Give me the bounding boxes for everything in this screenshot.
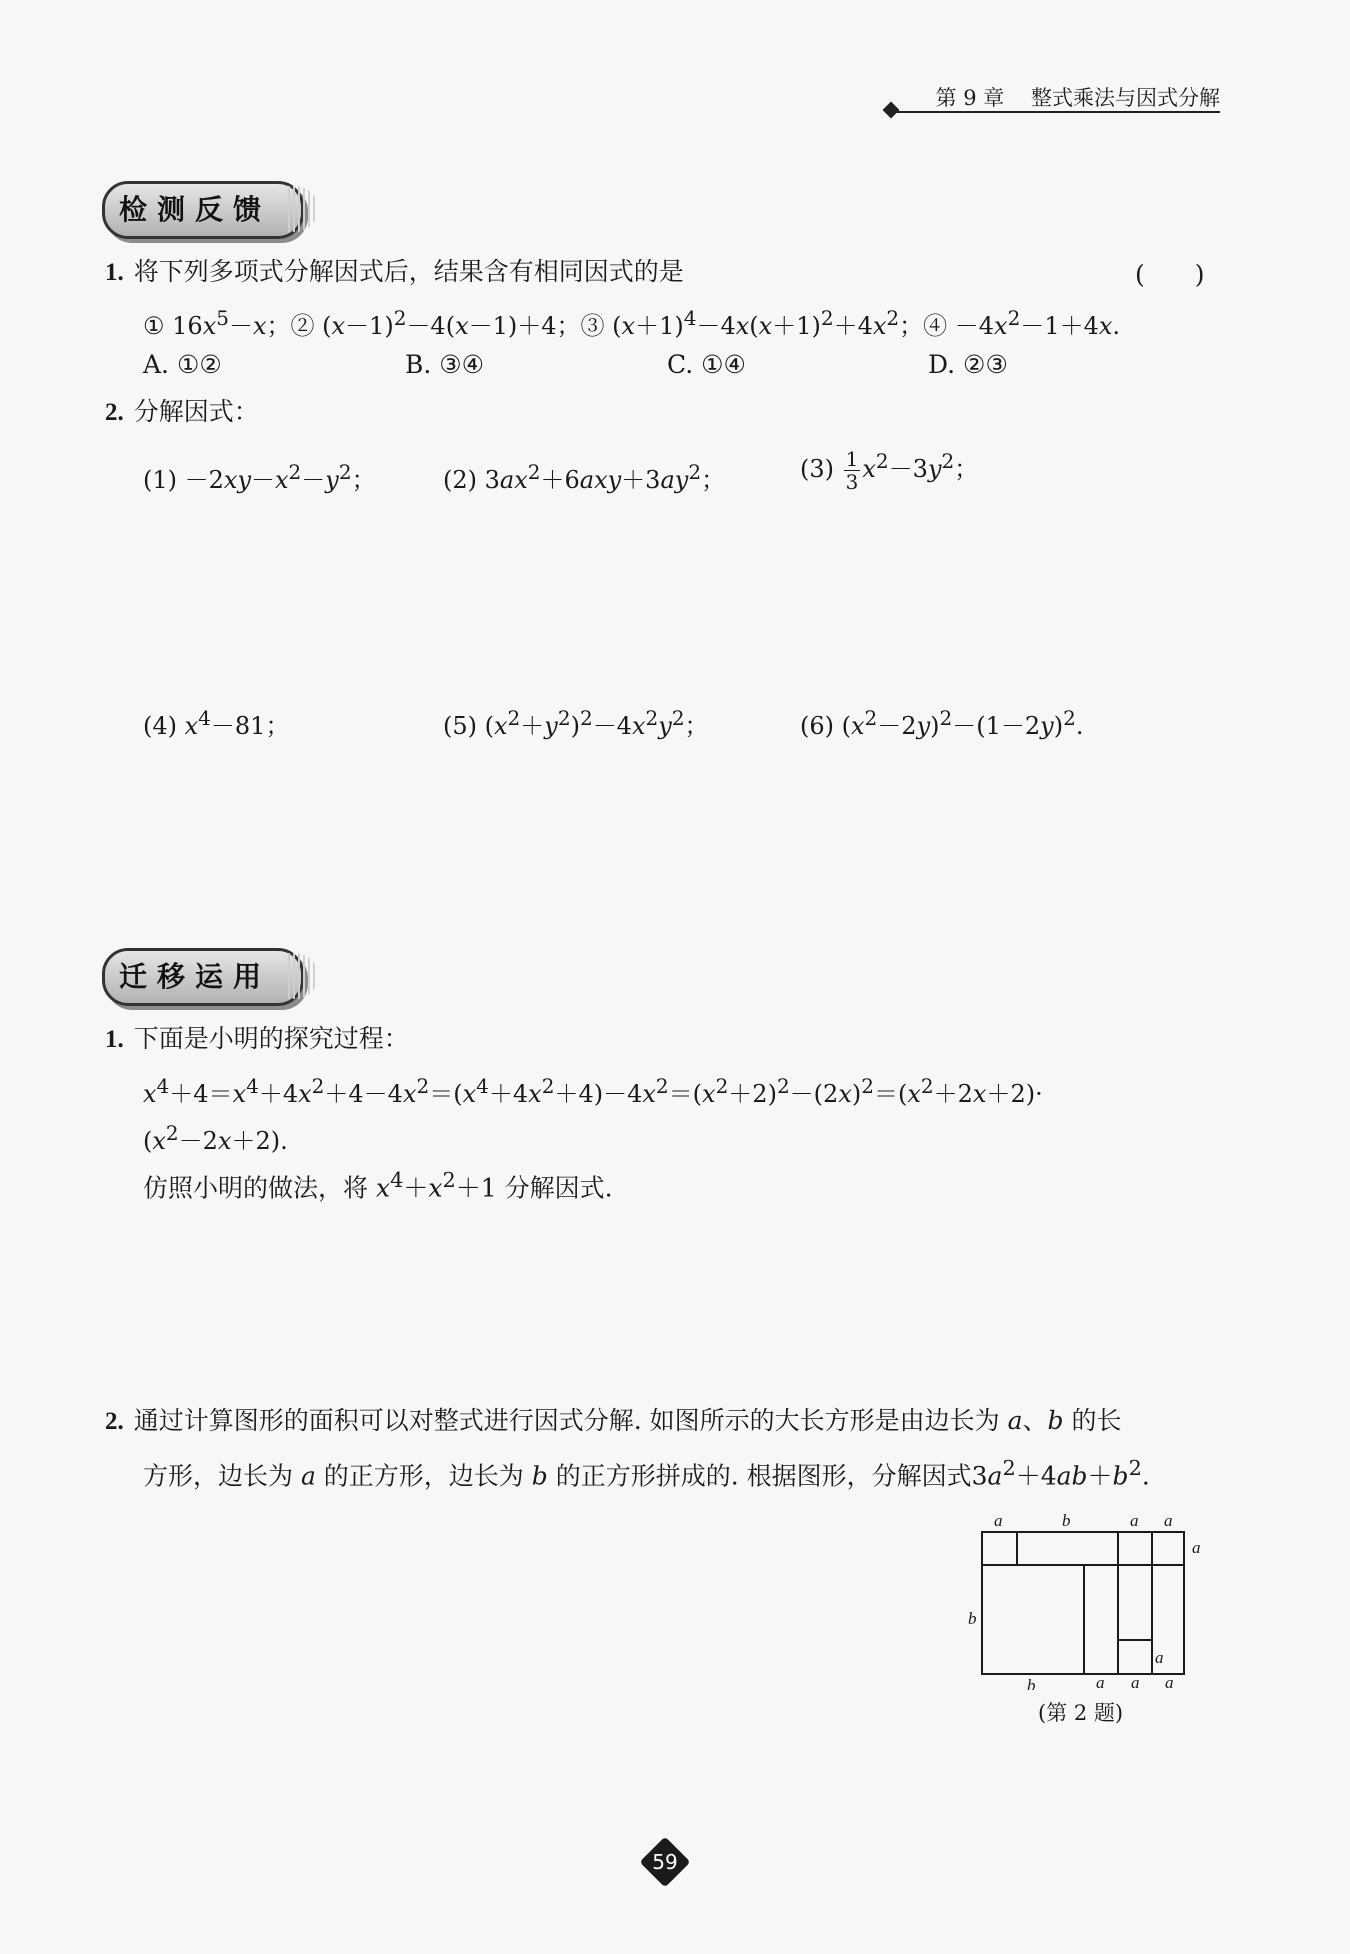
part-1: $(1) -2xy-x^2-y^2$； xyxy=(143,460,376,494)
label-bottom-b: b xyxy=(1027,1676,1036,1690)
exploration-line-1: $x^4+4=x^4+4x^2+4-4x^2=(x^4+4x^2+4)-4x^2=(x^2+2)^2-(2x)^2=(x^2+2x+2)\cdot$ xyxy=(143,1074,1043,1108)
option-b: B. ③④ xyxy=(405,350,485,379)
label-top-a3: a xyxy=(1164,1511,1173,1530)
header-rule xyxy=(892,111,1220,113)
option-a: A. ①② xyxy=(143,350,222,379)
chapter-label: 第 9 章 xyxy=(935,86,1005,110)
part-2: (2) $3ax^2+6axy+3ay^2$； xyxy=(443,460,726,494)
chapter-title: 整式乘法与因式分解 xyxy=(1031,86,1220,110)
label-bottom-a1: a xyxy=(1096,1673,1105,1690)
section-tag-application: 迁移运用 xyxy=(102,948,304,1006)
option-c: C. ①④ xyxy=(667,350,746,379)
part-6: (6) $(x^2-2y)^2-(1-2y)^2$. xyxy=(800,706,1084,740)
label-bottom-a3: a xyxy=(1165,1673,1174,1690)
label-right-a: a xyxy=(1192,1538,1201,1557)
tag-decoration xyxy=(288,953,318,999)
label-bottom-a2: a xyxy=(1131,1673,1140,1690)
header-diamond-icon xyxy=(883,102,900,119)
part-5: (5) $(x^2+y^2)^2-4x^2y^2$； xyxy=(443,706,709,740)
option-d: D. ②③ xyxy=(928,350,1008,379)
page-number: 59 xyxy=(652,1850,678,1874)
running-header xyxy=(900,82,1220,114)
question-2-1-stem: 1. 下面是小明的探究过程： xyxy=(105,1024,409,1053)
part-3: (3) $\frac{1}{3}$ $x^2-3y^2$； xyxy=(800,447,979,494)
label-inner-a: a xyxy=(1155,1648,1164,1667)
area-model-figure xyxy=(960,1508,1210,1690)
question-2-2-line-1: 2. 通过计算图形的面积可以对整式进行因式分解. 如图所示的大长方形是由边长为 a、b 的长 xyxy=(105,1406,1122,1435)
exploration-line-2: $(x^2-2x+2)$. xyxy=(143,1121,288,1155)
part-4: (4) $x^4-81$； xyxy=(143,706,290,740)
question-2-2-line-2: 方形，边长为 a 的正方形，边长为 b 的正方形拼成的. 根据图形，分解因式$3a^2+4ab+b^2$. xyxy=(143,1456,1150,1491)
label-top-b: b xyxy=(1062,1511,1071,1530)
section-tag-feedback: 检测反馈 xyxy=(102,181,304,239)
figure-caption: (第 2 题) xyxy=(1038,1701,1124,1725)
label-top-a1: a xyxy=(994,1511,1003,1530)
page-number-badge xyxy=(641,1838,689,1886)
tag-decoration xyxy=(288,186,318,232)
fraction-one-third: $\frac{1}{3}$ xyxy=(845,447,859,494)
label-left-b: b xyxy=(968,1609,977,1628)
answer-paren: ( ) xyxy=(1135,260,1205,289)
exploration-task: 仿照小明的做法，将 $x^4+x^2+1$ 分解因式. xyxy=(143,1168,613,1203)
question-1-items: ① $16x^5-x$；② $(x-1)^2-4(x-1)+4$；③ $(x+1)^4-4x(x+1)^2+4x^2$；④ $-4x^2-1+4x$. xyxy=(143,306,1121,340)
question-2-stem: 2. 分解因式： xyxy=(105,397,259,426)
label-top-a2: a xyxy=(1130,1511,1139,1530)
question-1-stem: 1. 将下列多项式分解因式后，结果含有相同因式的是 xyxy=(105,257,684,286)
